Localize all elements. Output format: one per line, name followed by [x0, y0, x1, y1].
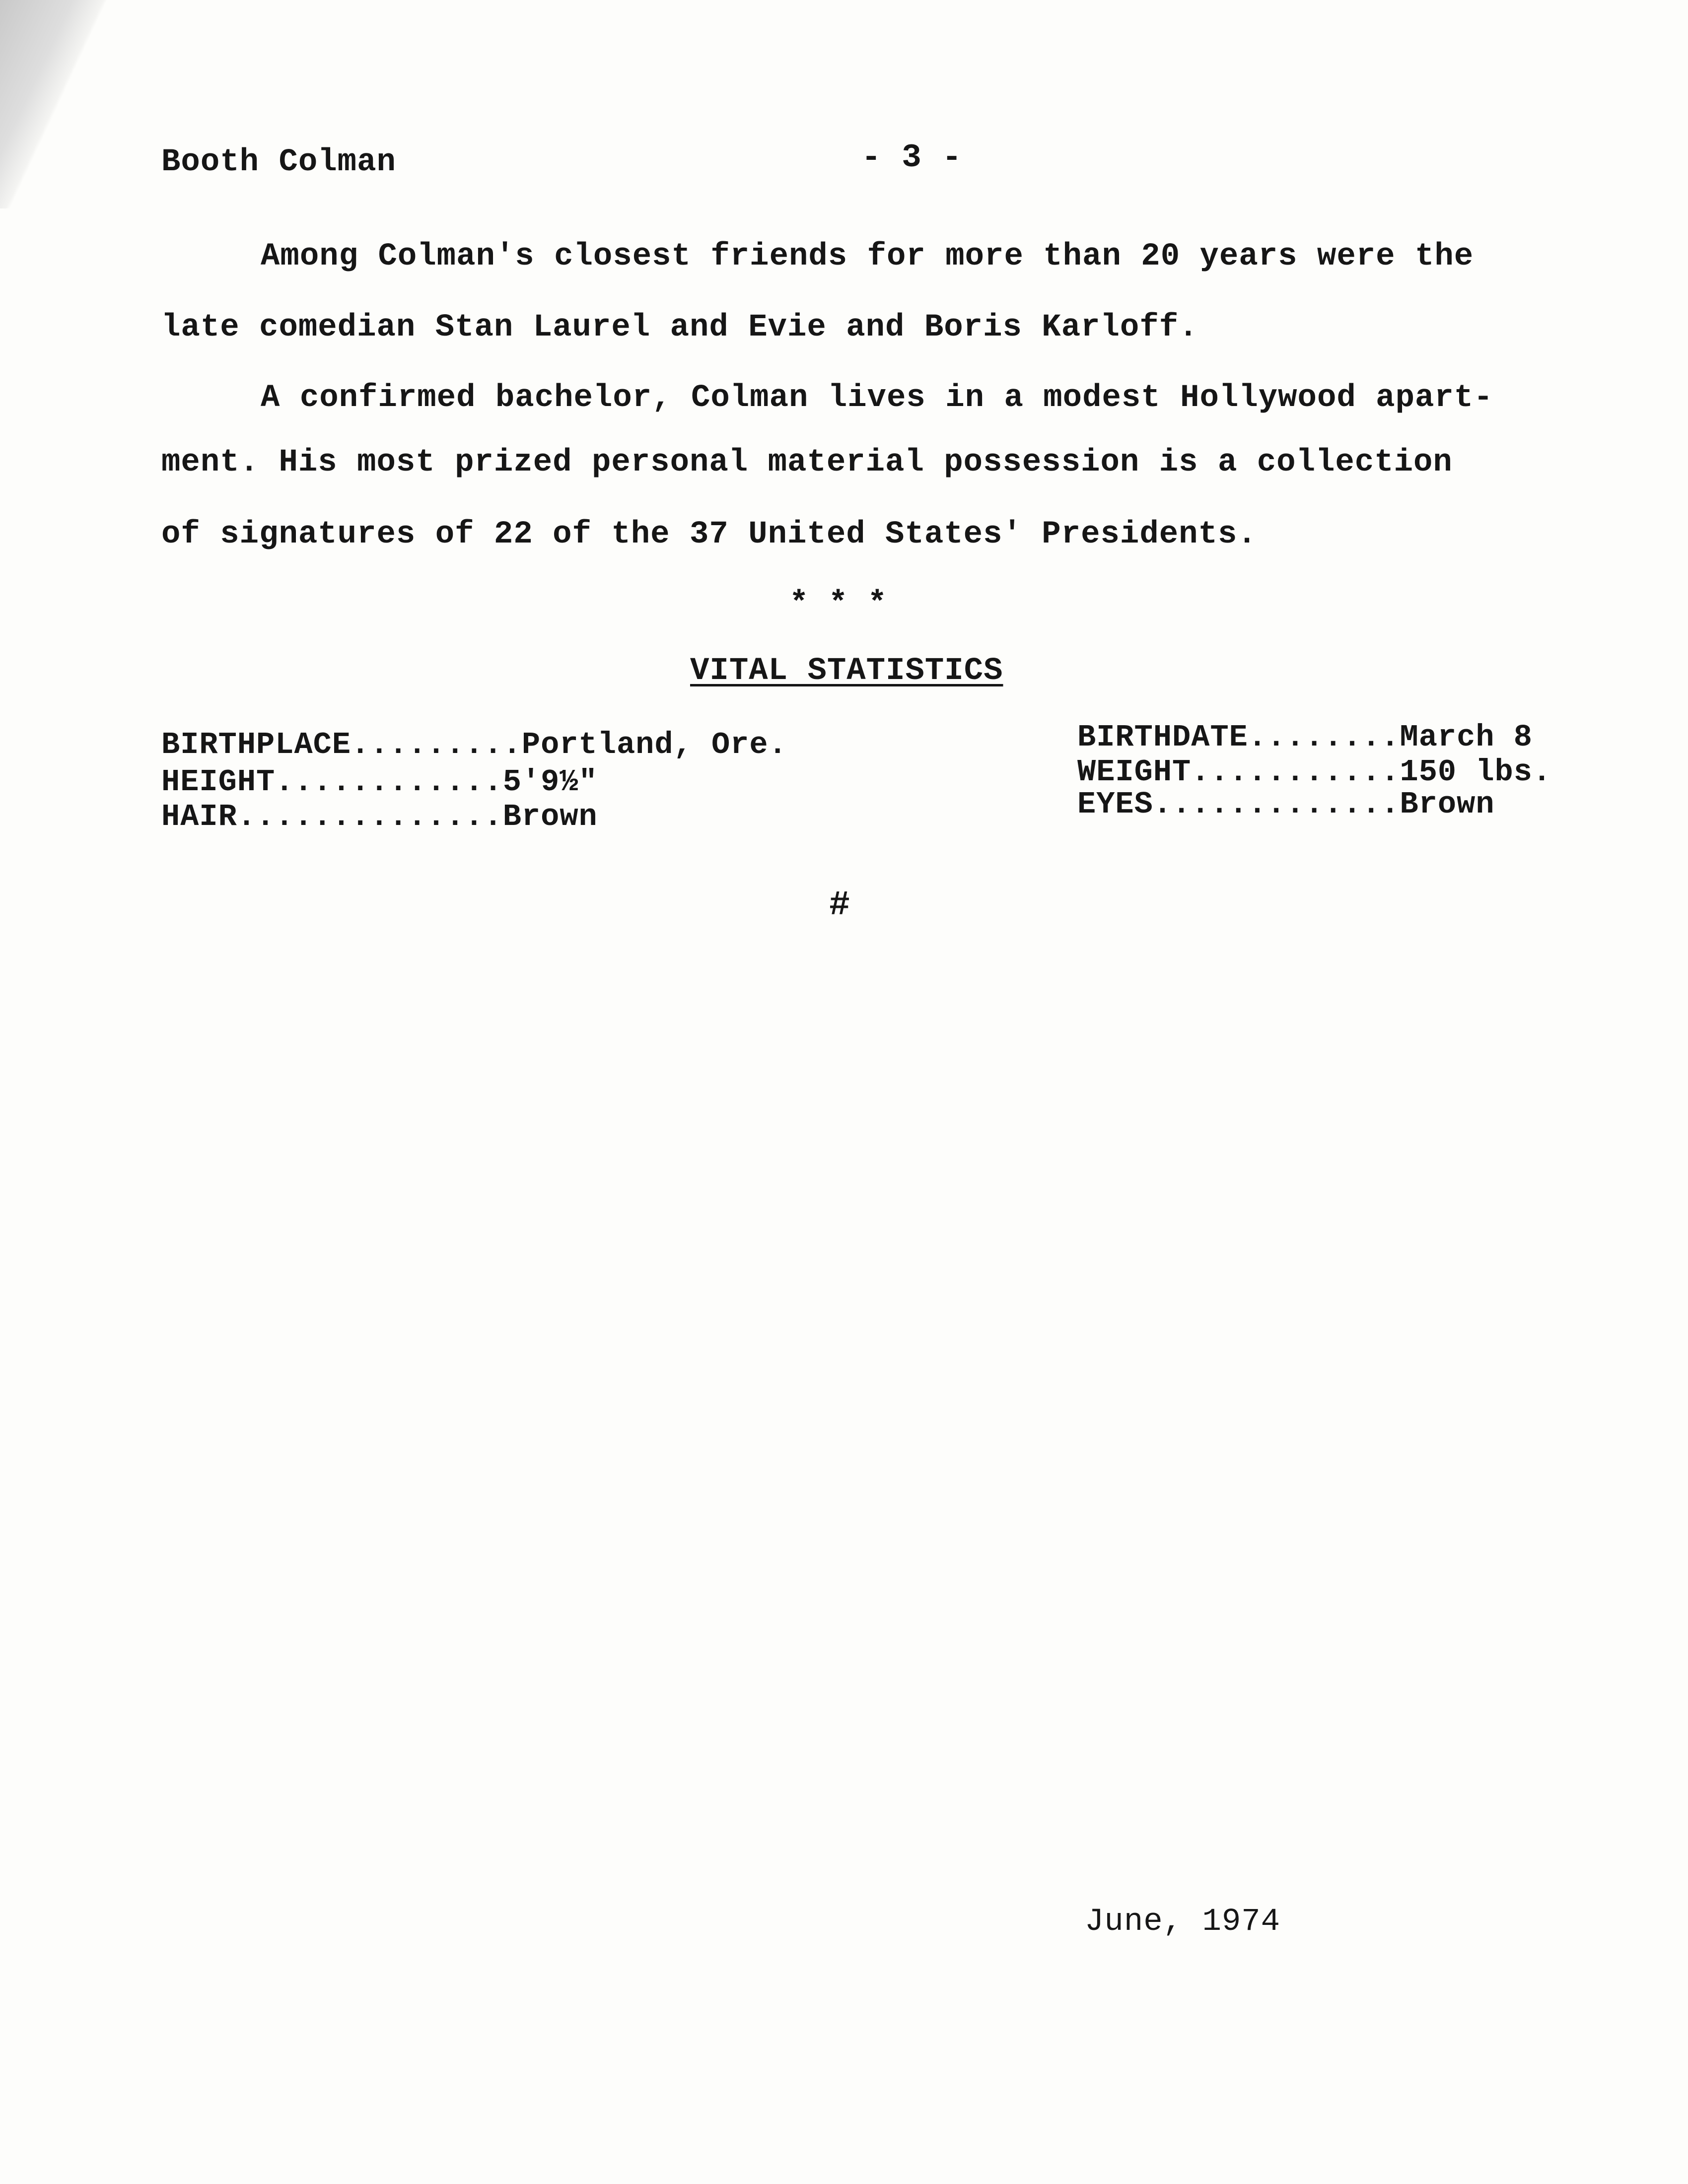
vital-statistics-title: VITAL STATISTICS — [690, 653, 1003, 689]
stat-height: HEIGHT............5'9½" — [161, 764, 598, 800]
stat-weight: WEIGHT...........150 lbs. — [1077, 754, 1552, 790]
body-line: ment. His most prized personal material possession is a collection — [161, 445, 1453, 480]
page-number: - 3 - — [861, 139, 963, 176]
stat-birthplace: BIRTHPLACE.........Portland, Ore. — [161, 727, 787, 762]
body-line: late comedian Stan Laurel and Evie and Boris Karloff. — [161, 310, 1198, 345]
section-separator: * * * — [789, 586, 888, 622]
stat-birthdate: BIRTHDATE........March 8 — [1077, 720, 1533, 755]
body-line: of signatures of 22 of the 37 United States' Presidents. — [161, 517, 1257, 552]
scan-shadow — [0, 0, 109, 208]
body-line: A confirmed bachelor, Colman lives in a modest Hollywood apart- — [261, 380, 1493, 416]
end-mark: # — [829, 886, 851, 925]
stat-hair: HAIR..............Brown — [161, 799, 598, 834]
body-line: Among Colman's closest friends for more than 20 years were the — [261, 239, 1474, 274]
stat-eyes: EYES.............Brown — [1077, 787, 1495, 822]
document-date: June, 1974 — [1085, 1904, 1281, 1940]
header-name: Booth Colman — [161, 144, 396, 180]
